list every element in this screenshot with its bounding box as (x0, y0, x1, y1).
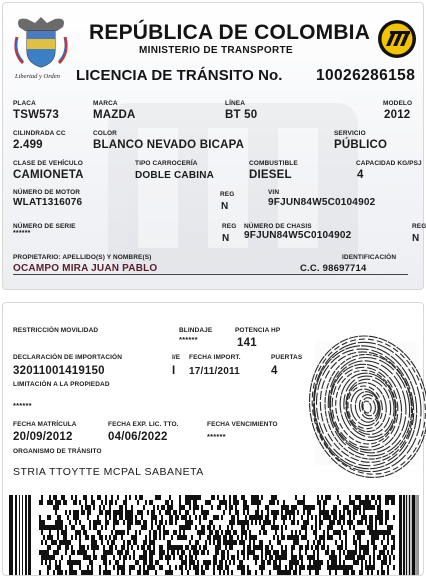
clase-label: CLASE DE VEHÍCULO (13, 160, 83, 167)
license-front-card (2, 2, 424, 290)
fecha-venc-value: ****** (207, 432, 226, 441)
ie-label: I/E (172, 354, 181, 361)
vin-value: 9FJUN84W5C0104902 (268, 197, 376, 208)
capacidad-label: CAPACIDAD KG/PSJ (356, 160, 422, 167)
marca-value: MAZDA (93, 109, 136, 121)
fecha-matricula-value: 20/09/2012 (13, 431, 73, 443)
puertas-label: PUERTAS (271, 354, 303, 361)
chasis-reg-label: REG (412, 223, 426, 230)
vin-label: VIN (268, 189, 280, 196)
limitacion-label: LIMITACIÓN A LA PROPIEDAD (13, 381, 110, 388)
fecha-import-label: FECHA IMPORT. (189, 354, 241, 361)
capacidad-value: 4 (357, 169, 364, 181)
country-title: REPÚBLICA DE COLOMBIA (89, 21, 371, 44)
motor-reg-value: N (221, 201, 229, 212)
blindaje-label: BLINDAJE (179, 327, 213, 334)
motor-value: WLAT1316076 (13, 197, 83, 208)
chasis-label: NÚMERO DE CHASIS (244, 223, 312, 230)
linea-label: LÍNEA (225, 100, 245, 107)
combustible-value: DIESEL (249, 169, 292, 181)
servicio-value: PÚBLICO (334, 139, 388, 151)
coat-of-arms-icon (13, 13, 69, 71)
propietario-label: PROPIETARIO: APELLIDO(S) Y NOMBRE(S) (13, 254, 152, 261)
serie-reg-value: N (222, 233, 230, 244)
ie-value: I (172, 365, 176, 377)
puertas-value: 4 (271, 365, 278, 377)
fecha-venc-label: FECHA VENCIMIENTO (207, 421, 278, 428)
barcode-pdf417 (9, 495, 419, 575)
placa-value: TSW573 (13, 109, 59, 121)
ministry-title: MINISTERIO DE TRANSPORTE (139, 45, 293, 56)
fingerprint-image (315, 341, 417, 465)
cilindrada-label: CILINDRADA CC (13, 130, 66, 137)
card-separator (0, 292, 426, 300)
marca-label: MARCA (93, 100, 118, 107)
carroceria-value: DOBLE CABINA (135, 170, 215, 181)
clase-value: CAMIONETA (13, 169, 84, 181)
combustible-label: COMBUSTIBLE (249, 160, 298, 167)
fecha-exp-value: 04/06/2022 (108, 431, 168, 443)
carroceria-label: TIPO CARROCERÍA (135, 160, 198, 167)
chasis-reg-value: N (412, 233, 420, 244)
motor-reg-label: REG (220, 191, 235, 198)
organismo-label: ORGANISMO DE TRÁNSITO (13, 448, 102, 455)
modelo-label: MODELO (383, 100, 413, 107)
identificacion-value: C.C. 98697714 (300, 263, 367, 274)
chasis-value: 9FJUN84W5C0104902 (244, 230, 352, 241)
declaracion-label: DECLARACIÓN DE IMPORTACIÓN (13, 354, 123, 361)
color-label: COLOR (93, 130, 117, 137)
license-back-card (2, 302, 424, 576)
license-number: 10026286158 (316, 67, 416, 84)
fecha-exp-label: FECHA EXP. LIC. TTO. (108, 421, 179, 428)
identificacion-label: IDENTIFICACIÓN (342, 254, 397, 261)
owner-underline (13, 274, 408, 275)
limitacion-value: ****** (13, 401, 32, 410)
servicio-label: SERVICIO (334, 130, 366, 137)
cilindrada-value: 2.499 (13, 139, 43, 151)
fecha-matricula-label: FECHA MATRÍCULA (13, 421, 77, 428)
serie-label: NÚMERO DE SERIE (13, 223, 76, 230)
linea-value: BT 50 (225, 109, 258, 121)
motor-label: NÚMERO DE MOTOR (13, 189, 81, 196)
color-value: BLANCO NEVADO BICAPA (93, 139, 245, 151)
motto-text: Libertad y Orden (15, 73, 60, 80)
placa-label: PLACA (13, 100, 36, 107)
restriccion-label: RESTRICCIÓN MOVILIDAD (13, 327, 99, 334)
serie-value: ****** (13, 230, 31, 237)
fecha-import-value: 17/11/2011 (189, 366, 240, 377)
license-title: LICENCIA DE TRÁNSITO No. (76, 67, 283, 84)
potencia-label: POTENCIA HP (235, 327, 281, 334)
blindaje-value: ****** (179, 335, 198, 344)
propietario-value: OCAMPO MIRA JUAN PABLO (13, 263, 158, 274)
modelo-value: 2012 (384, 109, 411, 121)
potencia-value: 141 (237, 337, 257, 349)
organismo-value: STRIA TTOYTTE MCPAL SABANETA (13, 466, 204, 478)
declaracion-value: 32011001419150 (13, 365, 105, 377)
ministry-logo-icon (377, 19, 417, 59)
serie-reg-label: REG (222, 223, 237, 230)
